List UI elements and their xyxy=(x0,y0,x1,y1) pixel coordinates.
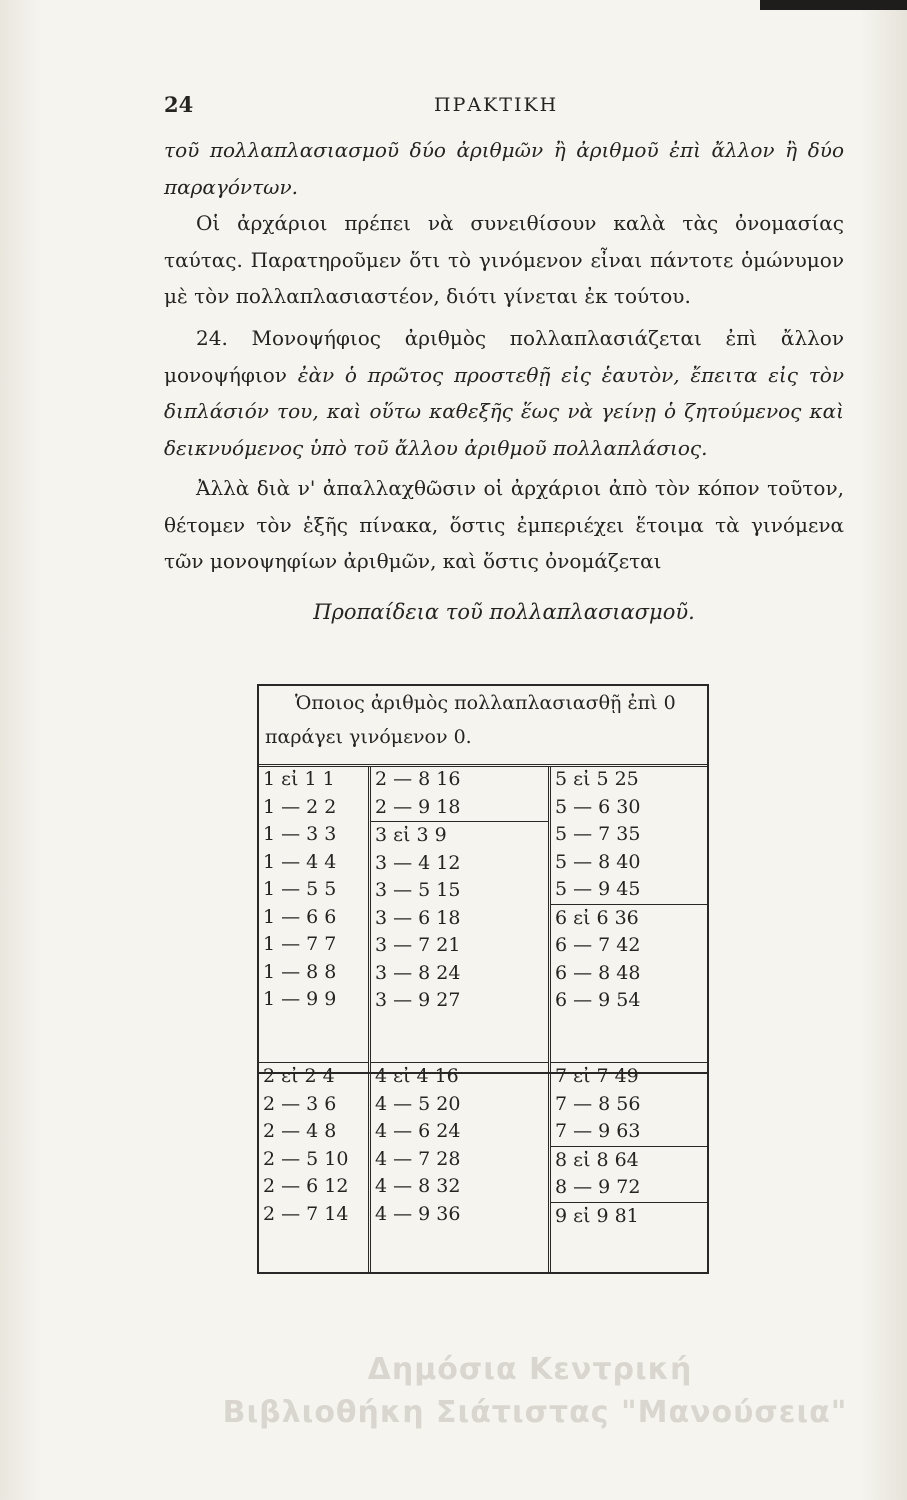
table-row: 6 — 9 54 xyxy=(555,989,641,1011)
table-row: 9 εἰ 9 81 xyxy=(551,1202,707,1231)
multiplication-table-upper xyxy=(257,684,709,1074)
paragraph-rule-24 xyxy=(164,320,844,466)
lower-column-2 xyxy=(371,1062,551,1272)
table-row: 1 εἰ 1 1 xyxy=(263,768,335,790)
scan-edge xyxy=(760,0,907,10)
table-row: 5 εἰ 5 25 xyxy=(555,768,639,790)
table-row: 1 — 7 7 xyxy=(263,933,337,955)
table-row: 3 — 7 21 xyxy=(375,934,461,956)
paragraph-continuation: τοῦ πολλαπλασιασμοῦ δύο ἀριθμῶν ἢ ἀριθμοῦ ἐπὶ ἄλλον ἢ δύο παραγόντων. xyxy=(164,138,844,199)
table-caption xyxy=(259,686,707,767)
table-row: 3 — 5 15 xyxy=(375,879,461,901)
running-title: ΠΡΑΚΤΙΚΗ xyxy=(434,94,559,116)
table-row: 6 — 7 42 xyxy=(555,934,641,956)
table-row: 7 — 9 63 xyxy=(555,1120,641,1142)
table-row: 1 — 3 3 xyxy=(263,823,337,845)
table-row: 1 — 9 9 xyxy=(263,988,337,1010)
table-row: 2 — 8 16 xyxy=(375,768,461,790)
table-row: 2 εἰ 2 4 xyxy=(259,1062,368,1091)
table-title: Προπαίδεια τοῦ πολλαπλασιασμοῦ. xyxy=(313,600,695,624)
table-row: 5 — 6 30 xyxy=(555,795,641,818)
rule-24-italic: ἐὰν ὁ πρῶτος προστεθῇ εἰς ἑαυτὸν, ἔπειτα εἰς τὸν διπλάσιόν του, καὶ οὕτω καθεξῆς ἕως νὰ γείνῃ ὁ ζητούμενος καὶ δεικνυόμενος ὑπὸ τοῦ ἄλλου ἀριθμοῦ πολλαπλάσιος. xyxy=(164,362,844,460)
table-row: 5 — 7 35 xyxy=(555,823,641,845)
table-row: 1 — 4 4 xyxy=(263,850,337,873)
table-row: 1 — 5 5 xyxy=(263,878,337,900)
paragraph-table-intro: Ἀλλὰ διὰ ν' ἀπαλλαχθῶσιν οἱ ἀρχάριοι ἀπὸ τὸν κόπον τοῦτον, θέτομεν τὸν ἑξῆς πίνακα, ὅστις ἐμπεριέχει ἕτοιμα τὰ γινόμενα τῶν μονοψηφίων ἀριθμῶν, καὶ ὅστις ὀνομάζεται xyxy=(164,476,844,573)
table-row: 3 εἰ 3 9 xyxy=(371,821,548,850)
lower-column-3 xyxy=(551,1062,707,1272)
paragraph-terms: Οἱ ἀρχάριοι πρέπει νὰ συνειθίσουν καλὰ τὰς ὀνομασίας ταύτας. Παρατηροῦμεν ὅτι τὸ γινόμενον εἶναι πάντοτε ὁμώνυμον μὲ τὸν πολλαπλασιαστέον, διότι γίνεται ἐκ τούτου. xyxy=(164,211,844,308)
table-row: 8 εἰ 8 64 xyxy=(551,1146,707,1175)
table-row: 4 — 7 28 xyxy=(375,1147,461,1170)
table-row: 2 — 7 14 xyxy=(263,1202,349,1225)
table-row: 3 — 9 27 xyxy=(375,989,461,1011)
table-row: 5 — 8 40 xyxy=(555,850,641,873)
multiplication-table-lower xyxy=(257,1062,709,1274)
table-row: 1 — 6 6 xyxy=(263,905,337,928)
table-row: 4 — 8 32 xyxy=(375,1175,461,1197)
table-row: 7 εἰ 7 49 xyxy=(551,1062,707,1091)
table-row: 3 — 6 18 xyxy=(375,906,461,929)
table-row: 7 — 8 56 xyxy=(555,1092,641,1115)
table-column-2 xyxy=(371,766,551,1072)
table-column-3 xyxy=(551,766,707,1072)
table-row: 2 — 4 8 xyxy=(263,1120,337,1142)
table-row: 4 — 5 20 xyxy=(375,1092,461,1115)
table-row: 2 — 9 18 xyxy=(375,795,461,818)
table-row: 8 — 9 72 xyxy=(555,1176,641,1198)
lower-column-1 xyxy=(259,1062,371,1272)
caption-line-1: Ὁποιος ἀριθμὸς πολλαπλασιασθῇ ἐπὶ 0 xyxy=(295,692,676,714)
library-watermark-line-2: Βιβλιοθήκη Σιάτιστας "Μανούσεια" xyxy=(222,1395,848,1430)
table-row: 4 — 9 36 xyxy=(375,1202,461,1225)
table-row: 4 εἰ 4 16 xyxy=(371,1062,548,1091)
table-row: 4 — 6 24 xyxy=(375,1120,461,1142)
table-row: 2 — 6 12 xyxy=(263,1175,349,1197)
table-row: 2 — 3 6 xyxy=(263,1092,337,1115)
table-row: 6 εἰ 6 36 xyxy=(551,904,707,933)
rule-24-lead: 24. Μονοψήφιος ἀριθμὸς πολλαπλασιάζεται ἐπὶ ἄλλον μονοψήφιον xyxy=(164,326,844,387)
table-column-1 xyxy=(259,766,371,1072)
table-row: 6 — 8 48 xyxy=(555,961,641,984)
table-row: 3 — 8 24 xyxy=(375,961,461,984)
table-row: 3 — 4 12 xyxy=(375,851,461,874)
table-row: 5 — 9 45 xyxy=(555,878,641,900)
page-header xyxy=(164,92,844,122)
table-row: 1 — 8 8 xyxy=(263,960,337,983)
table-row: 2 — 5 10 xyxy=(263,1147,349,1170)
page-number: 24 xyxy=(164,92,194,117)
caption-line-2: παράγει γινόμενον 0. xyxy=(265,726,472,748)
library-watermark-line-1: Δημόσια Κεντρική xyxy=(367,1352,693,1387)
table-row: 1 — 2 2 xyxy=(263,795,337,818)
